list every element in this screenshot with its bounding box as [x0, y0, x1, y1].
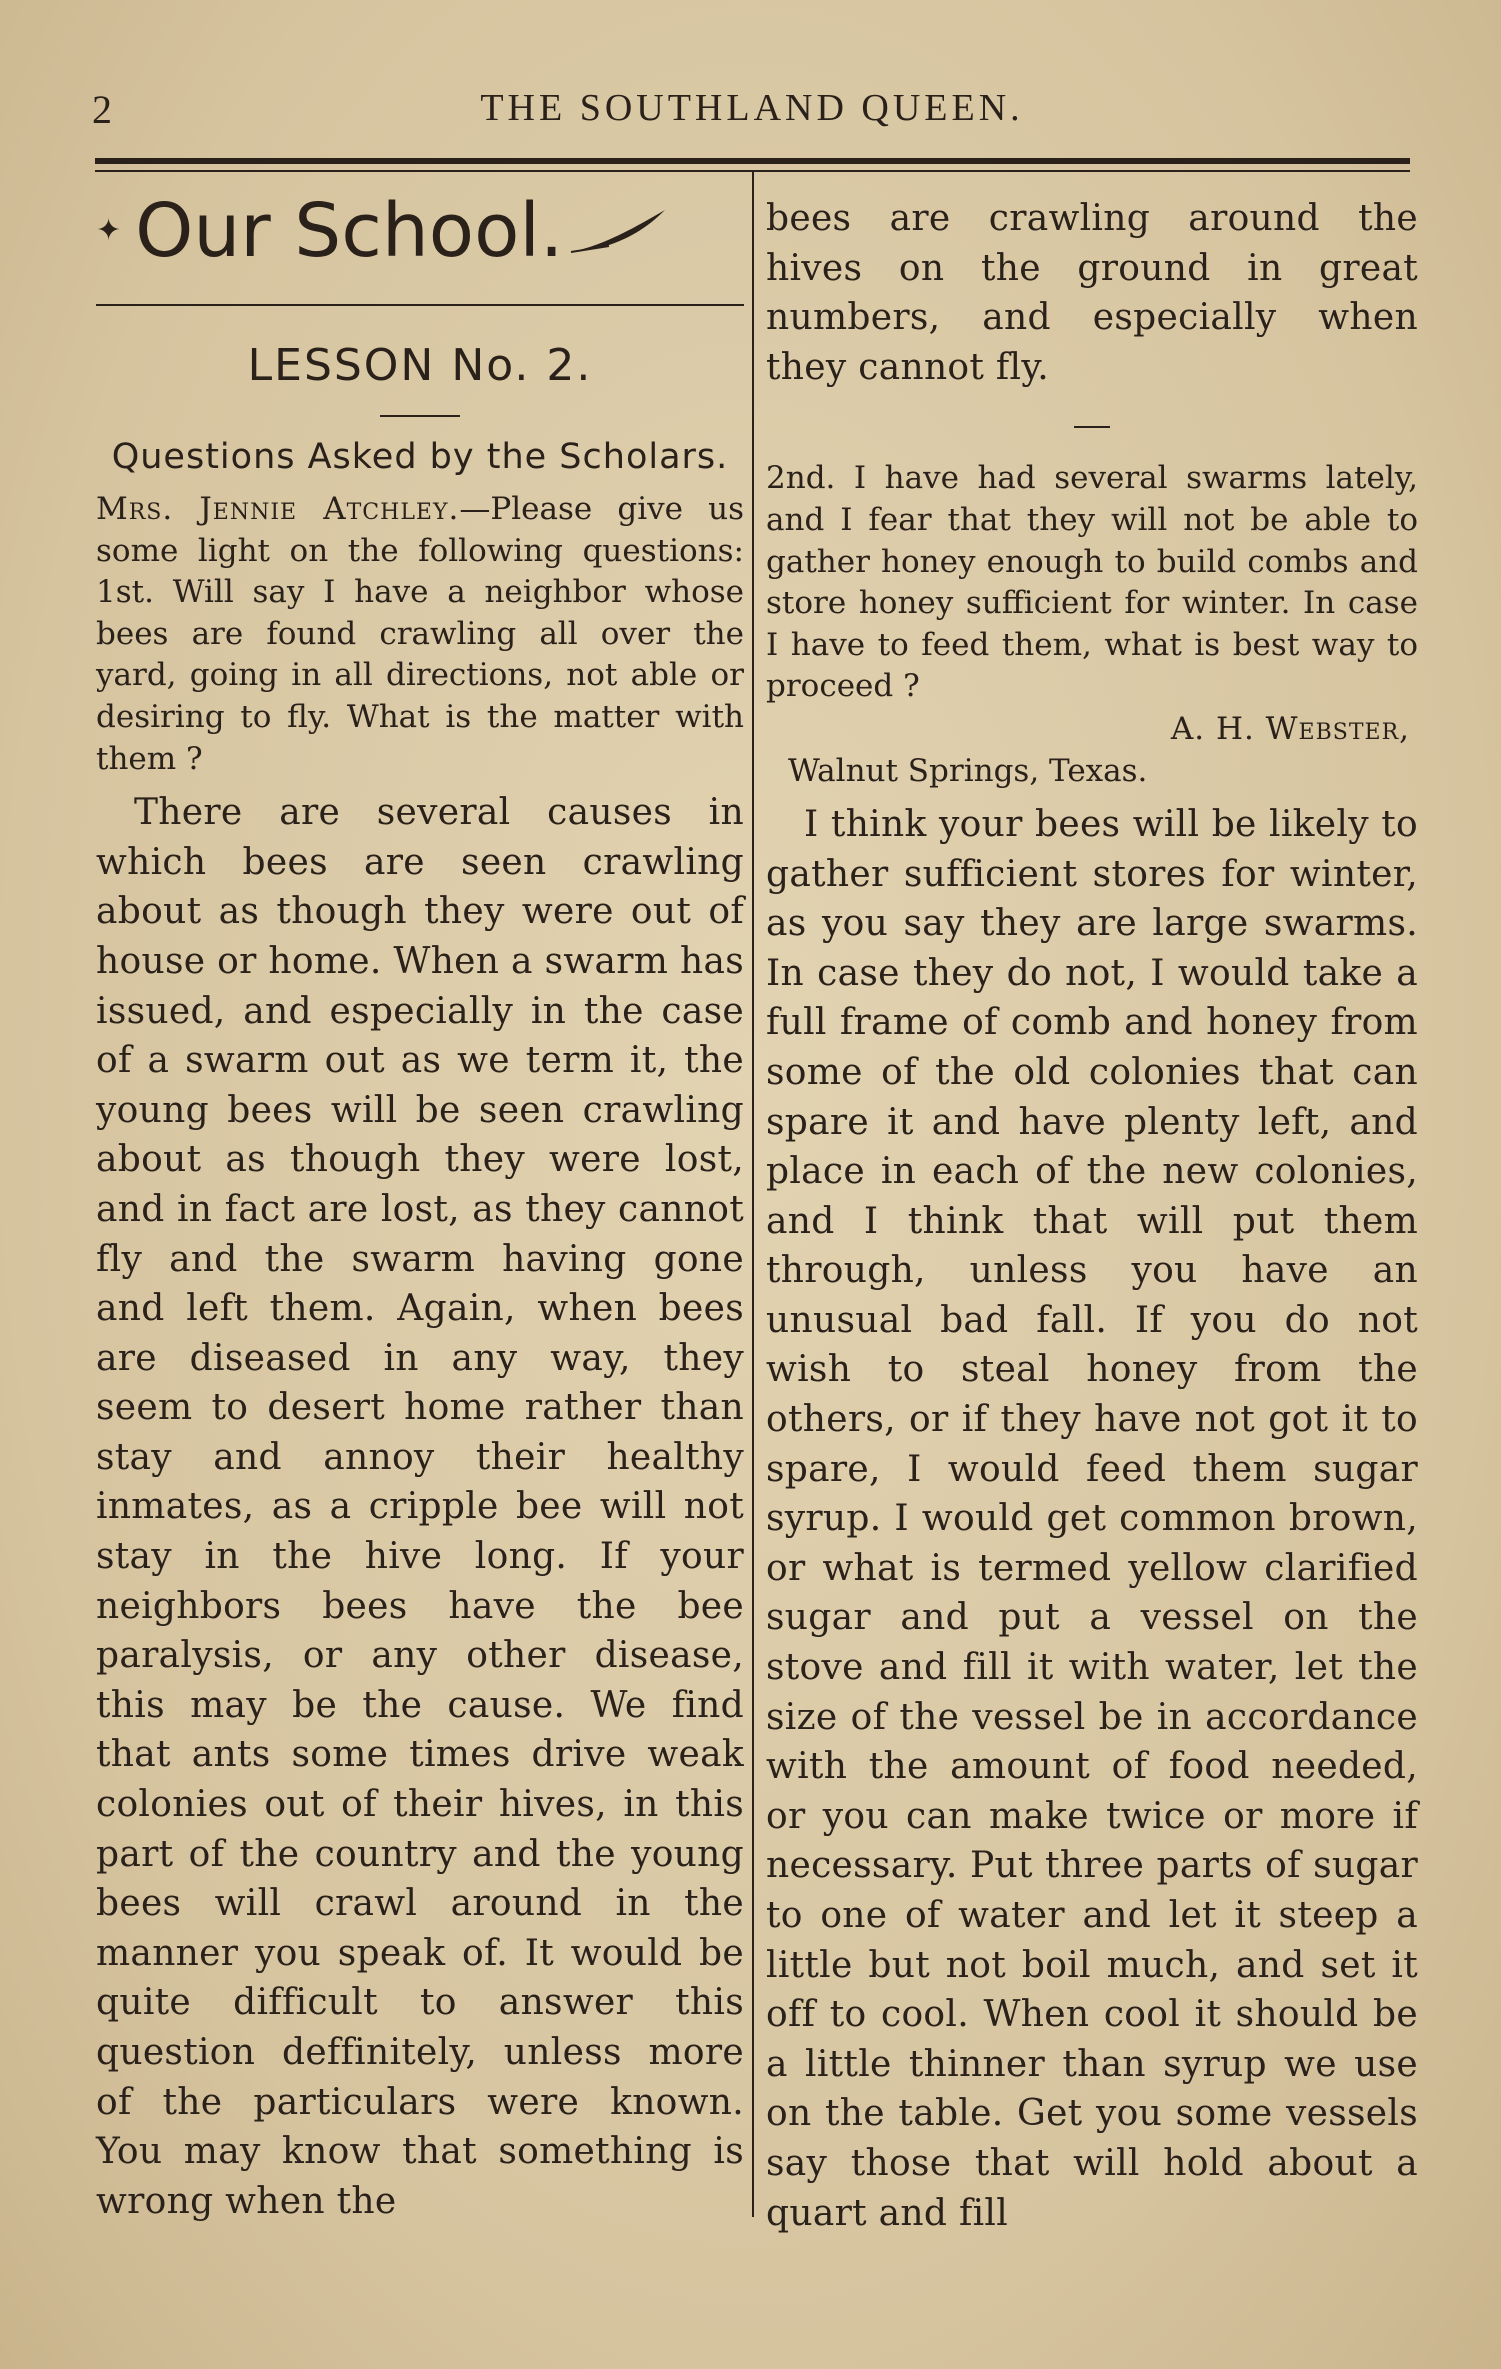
- section-title-text: Our School.: [135, 188, 564, 274]
- answer-continuation: bees are crawling around the hives on the ground in great numbers, and especially when they cannot fly.: [766, 198, 1418, 388]
- question-location: Walnut Springs, Texas.: [788, 752, 1148, 789]
- subheading: Questions Asked by the Scholars.: [111, 437, 729, 477]
- running-title: THE SOUTHLAND QUEEN.: [480, 87, 1024, 129]
- quill-pen-icon: [569, 206, 669, 256]
- right-column: [766, 172, 1418, 2238]
- question-text: —Please give us some light on the following questions: 1st. Will say I have a neighbor whose bees are found crawling all over the yard, going in all directions, not able or desiring to fly. What is the matter with them ?: [96, 491, 744, 777]
- question-signature: A. H. Webster,: [1170, 710, 1410, 747]
- page-number: 2: [92, 87, 113, 132]
- star-ornament-icon: ✦: [96, 213, 122, 248]
- section-title: [96, 188, 744, 274]
- lesson-heading: LESSON No. 2.: [247, 340, 593, 391]
- answer-paragraph-2: I think your bees will be likely to gather sufficient stores for winter, as you say they are large swarms. In case they do not, I would take a full frame of comb and honey from some of the old colonies that can spare it and have plenty left, and place in each of the new colonies, and I think that will put them through, unless you have an unusual bad fall. If you do not wish to steal honey from the others, or if they have not got it to spare, I would feed them sugar syrup. I would get common brown, or what is termed yellow clarified sugar and put a vessel on the stove and fill it with water, let the size of the vessel be in accordance with the amount of food needed, or you can make twice or more if necessary. Put three parts of sugar to one of water and let it steep a little but not boil much, and set it off to cool. When cool it should be a little thinner than syrup we use on the table. Get you some vessels say those that will hold about a quart and fill: [766, 803, 1418, 2234]
- question-paragraph-2: 2nd. I have had several swarms lately, and I fear that they will not be able to gather honey enough to build combs and store honey sufficient for winter. In case I have to feed them, what is best way to proceed ?: [766, 460, 1418, 705]
- short-rule: [1074, 426, 1110, 428]
- short-rule: [380, 415, 460, 417]
- page-header: [92, 78, 1412, 138]
- title-rule: [96, 304, 744, 306]
- answer-paragraph: There are several causes in which bees are seen crawling about as though they were out of house or home. When a swarm has issued, and especially in the case of a swarm out as we term it, the young bees will be seen crawling about as though they were lost, and in fact are lost, as they cannot fly and the swarm having gone and left them. Again, when bees are diseased in any way, they seem to desert home rather than stay and annoy their healthy inmates, as a cripple bee will not stay in the hive long. If your neighbors bees have the bee paralysis, or any other disease, this may be the cause. We find that ants some times drive weak colonies out of their hives, in this part of the country and the young bees will crawl around in the manner you speak of. It would be quite difficult to answer this question deffinitely, unless more of the particulars were known. You may know that something is wrong when the: [96, 792, 744, 2222]
- question-author: Mrs. Jennie Atchley.: [96, 491, 460, 527]
- header-rule: [95, 158, 1410, 164]
- question-paragraph: [96, 489, 744, 780]
- column-divider: [752, 172, 754, 2217]
- left-column: [96, 172, 744, 2226]
